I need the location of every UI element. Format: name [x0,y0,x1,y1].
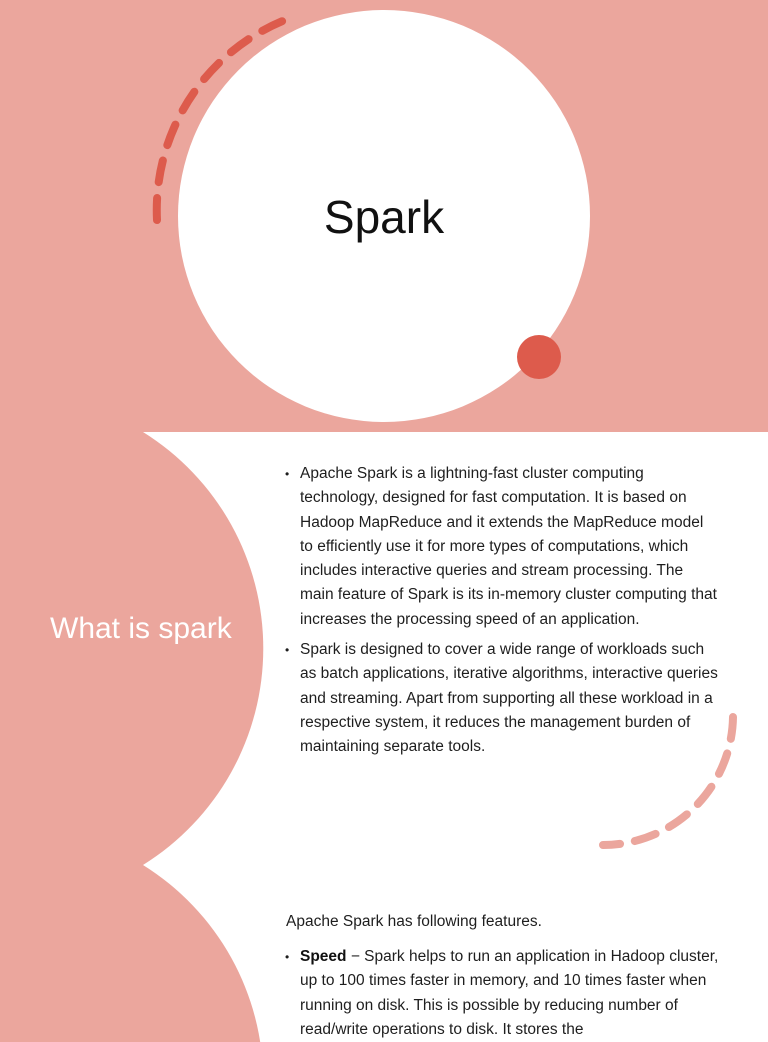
bullet-item: • Spark is designed to cover a wide range of workloads such as batch applications, iterative algorithms, interactive queries and streaming. Apart from supporting all these workload in a respective system, it reduces the management burden of maintaining separate tools. [300,638,720,759]
features-intro: Apache Spark has following features. [286,913,542,930]
feature-list [300,945,720,1042]
section-title: What is spark [50,612,232,645]
feature-item [300,945,720,1042]
bullet-list [300,462,720,766]
title-slide [0,0,768,432]
feature-description: − Spark helps to run an application in Hadoop cluster, up to 100 times faster in memory, and 10 times faster when running on disk. This is possible by reducing number of read/write operations to disk. It stores the [300,948,719,1038]
bullet-item: • Apache Spark is a lightning-fast cluster computing technology, designed for fast computation. It is based on Hadoop MapReduce and it extends the MapReduce model to efficiently use it for more types of computations, which includes interactive queries and stream processing. The main feature of Spark is its in-memory cluster computing that increases the processing speed of an application. [300,462,720,632]
accent-dot [0,0,768,432]
features-slide [0,865,768,1038]
slide-title: Spark [323,191,445,243]
what-is-spark-slide [0,432,768,865]
feature-term: Speed [300,948,347,965]
